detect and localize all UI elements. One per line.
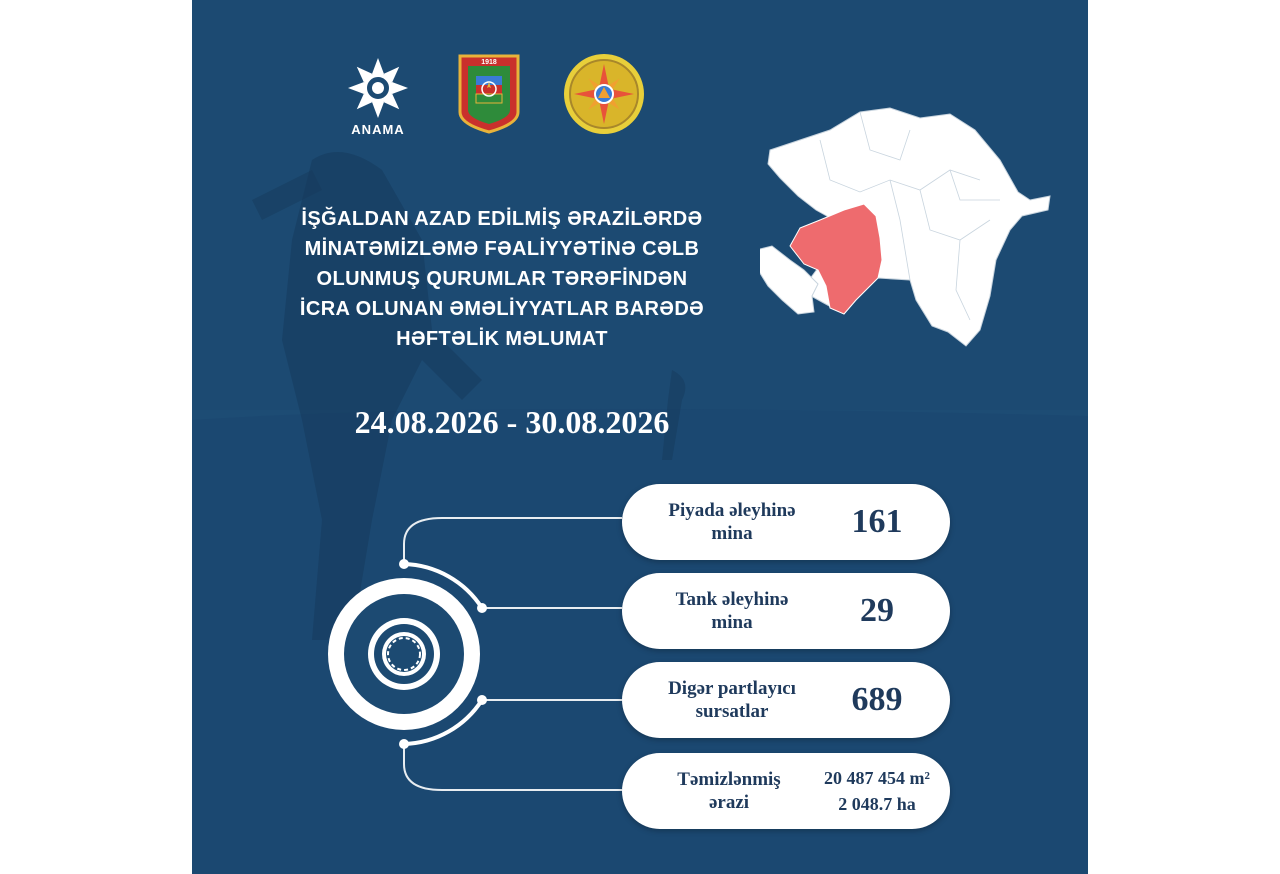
title-line: MİNATƏMİZLƏMƏ FƏALİYYƏTİNƏ CƏLB bbox=[304, 238, 700, 260]
stat-card-antitank bbox=[622, 573, 950, 649]
title-line: HƏFTƏLİK MƏLUMAT bbox=[396, 328, 608, 350]
stat-label: Təmizlənmiş ərazi bbox=[677, 769, 781, 813]
title-line: OLUNMUŞ QURUMLAR TƏRƏFİNDƏN bbox=[316, 268, 688, 290]
stat-value: 161 bbox=[851, 503, 903, 540]
stat-card-cleared-area bbox=[622, 753, 950, 829]
infographic-poster bbox=[192, 0, 1088, 874]
area-square-meters: 20 487 454 m² bbox=[824, 768, 930, 788]
title-line: İCRA OLUNAN ƏMƏLİYYATLAR BARƏDƏ bbox=[299, 298, 705, 320]
stat-value-area bbox=[807, 765, 947, 817]
stat-value: 689 bbox=[851, 681, 903, 718]
page-title bbox=[232, 204, 772, 354]
area-hectares: 2 048.7 ha bbox=[838, 794, 916, 814]
azerbaijan-map-icon bbox=[760, 100, 1056, 350]
stat-value: 29 bbox=[860, 592, 894, 629]
title-line: İŞĞALDAN AZAD EDİLMİŞ ƏRAZİLƏRDƏ bbox=[301, 208, 703, 230]
emergency-emblem-icon bbox=[562, 52, 646, 136]
anama-logo-text: ANAMA bbox=[351, 122, 405, 137]
anama-logo bbox=[336, 52, 420, 142]
date-range: 24.08.2026 - 30.08.2026 bbox=[354, 404, 670, 440]
stat-label: Piyada əleyhinə mina bbox=[668, 500, 796, 544]
stat-card-antipersonnel bbox=[622, 484, 950, 560]
stat-label: Digər partlayıcı sursatlar bbox=[668, 678, 796, 722]
stat-card-other-ordnance bbox=[622, 662, 950, 738]
stat-label: Tank əleyhinə mina bbox=[675, 589, 789, 633]
army-emblem-icon bbox=[456, 52, 522, 134]
svg-text:1918: 1918 bbox=[481, 59, 497, 66]
anama-star-icon bbox=[336, 52, 420, 122]
